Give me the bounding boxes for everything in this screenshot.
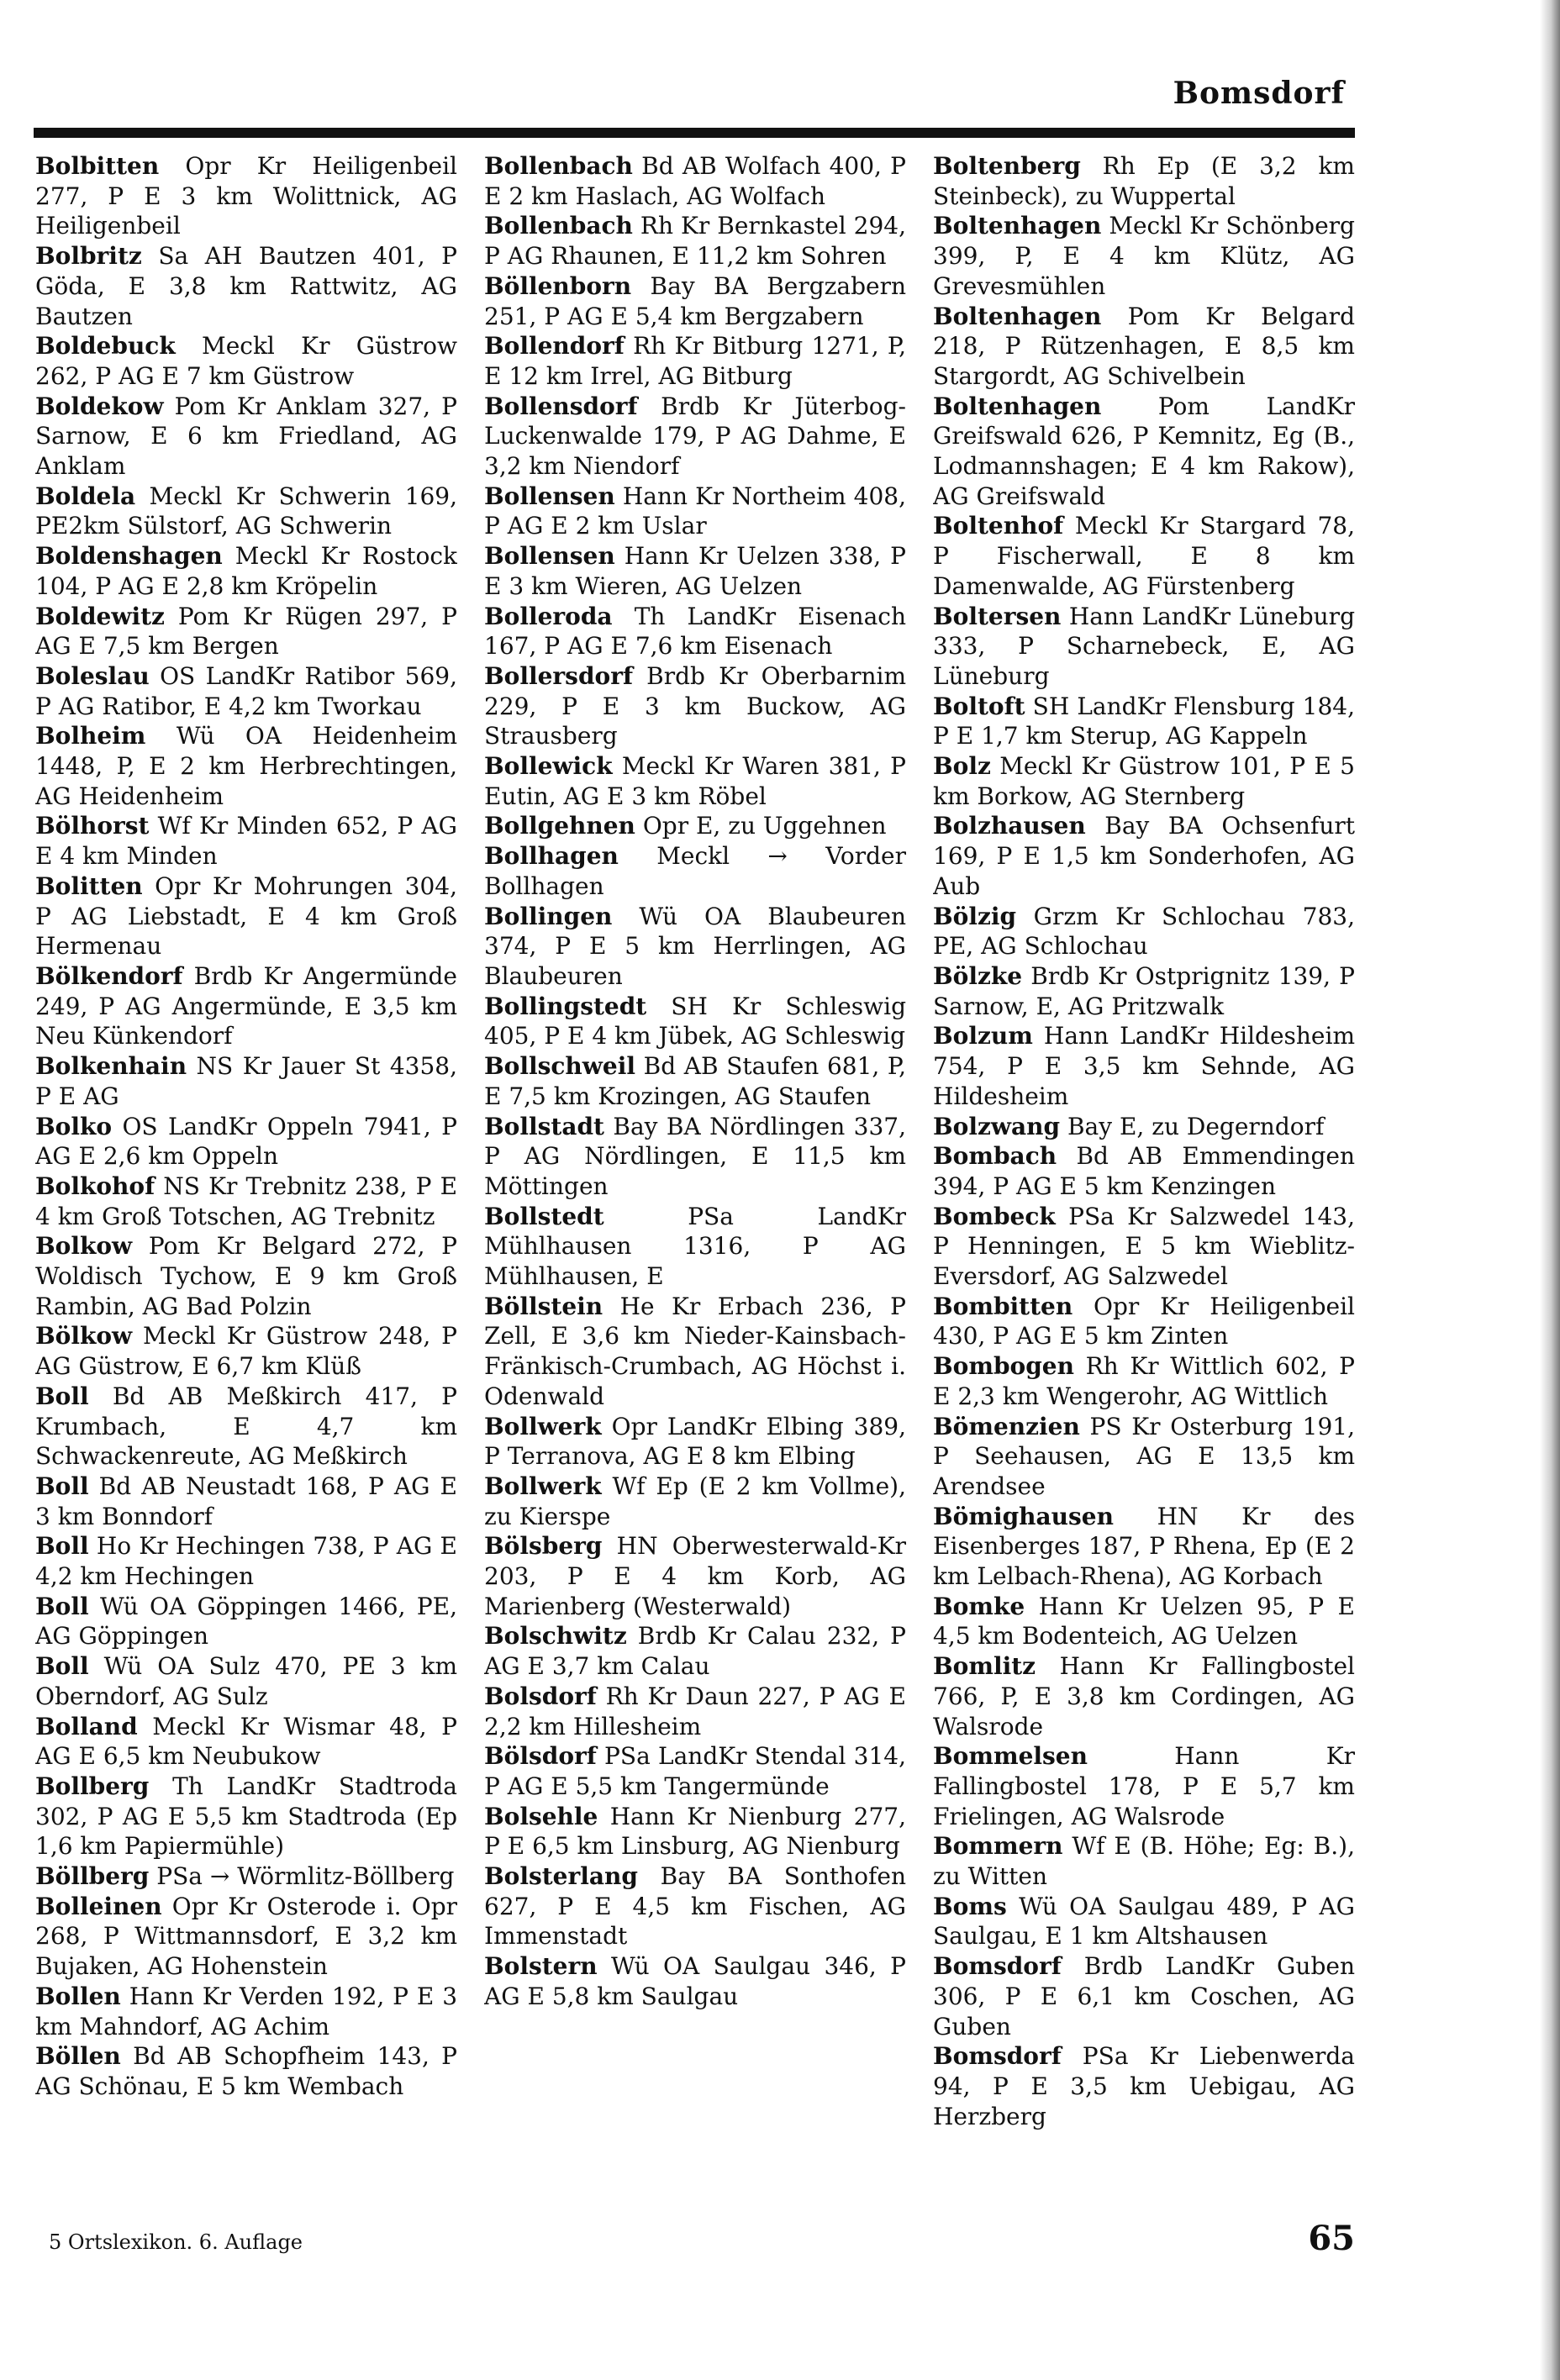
running-head: Bomsdorf [1173,76,1345,111]
gazetteer-entry [35,1231,457,1321]
gazetteer-entry [933,811,1355,901]
gazetteer-entry [35,1472,457,1531]
entry-details: Grzm Kr Schlochau 783, PE, AG Schlochau [933,902,1355,961]
entry-details: Th LandKr Eisenach 167, P AG E 7,6 km Eisenach [484,602,906,661]
gazetteer-entry [484,811,906,841]
entry-headword: Bombeck [933,1202,1056,1230]
entry-details: Pom LandKr Greifswald 626, P Kemnitz, Eg (B., Lodmannshagen; E 4 km Rakow), AG Greifswald [933,392,1355,510]
entry-details: Meckl → Vorder Bollhagen [484,842,906,900]
entry-headword: Bollenbach [484,152,633,180]
entry-headword: Bolheim [35,722,146,750]
gazetteer-entry [933,1292,1355,1351]
entry-headword: Bollensen [484,542,615,571]
entry-details: Hann LandKr Lüneburg 333, P Scharnebeck, E, AG Lüneburg [933,602,1355,690]
entry-headword: Bollewick [484,752,613,781]
entry-headword: Bollstedt [484,1202,604,1230]
entry-details: Rh Ep (E 3,2 km Steinbeck), zu Wuppertal [933,152,1355,210]
gazetteer-entry [933,1112,1355,1142]
entry-headword: Bölsdorf [484,1742,597,1771]
entry-headword: Boltersen [933,602,1062,630]
gazetteer-entry [933,1892,1355,1951]
entry-headword: Bolzum [933,1022,1033,1050]
entry-headword: Bolland [35,1712,138,1740]
gazetteer-entry [933,1141,1355,1201]
entry-headword: Böllberg [35,1862,150,1891]
entry-details: PSa → Wörmlitz-Böllberg [156,1862,455,1891]
entry-headword: Bölzig [933,902,1017,930]
gazetteer-entry [933,2041,1355,2131]
entry-details: NS Kr Jauer St 4358, P E AG [35,1052,457,1110]
entry-headword: Bolsehle [484,1802,598,1830]
gazetteer-entry [933,392,1355,512]
entry-headword: Bolkow [35,1232,133,1261]
gazetteer-entry [484,1412,906,1472]
gazetteer-entry [933,1592,1355,1651]
gazetteer-entry [933,751,1355,811]
gazetteer-entry [484,151,906,211]
gazetteer-entry [35,1712,457,1772]
column-left [35,151,457,2202]
entry-headword: Boldebuck [35,332,176,361]
entry-details: Meckl Kr Stargard 78, P Fischerwall, E 8 km Damenwalde, AG Fürstenberg [933,512,1355,600]
entry-headword: Boldekow [35,392,164,420]
entry-headword: Bolkohof [35,1172,155,1200]
entry-details: Meckl Kr Güstrow 101, P E 5 km Borkow, AG Sternberg [933,752,1355,810]
entry-headword: Bollenbach [484,212,633,240]
entry-details: Wü OA Saulgau 489, P AG Saulgau, E 1 km Altshausen [933,1892,1355,1951]
entry-headword: Bölsberg [484,1532,603,1561]
gazetteer-entry [484,1951,906,2011]
gazetteer-entry [933,961,1355,1021]
entry-details: Hann Kr Verden 192, P E 3 km Mahndorf, AG Achim [35,1982,457,2040]
entry-headword: Bollberg [35,1772,150,1800]
gazetteer-entry [35,871,457,961]
entry-headword: Bombogen [933,1352,1074,1381]
entry-headword: Bolstern [484,1952,598,1981]
gazetteer-entry [35,1861,457,1892]
entry-headword: Bomke [933,1592,1025,1620]
entry-headword: Bollensdorf [484,392,638,420]
entry-details: Hann Kr Northeim 408, P AG E 2 km Uslar [484,482,906,540]
gazetteer-entry [933,902,1355,961]
entry-details: OS LandKr Ratibor 569, P AG Ratibor, E 4,2 km Tworkau [35,661,457,720]
entry-details: HN Oberwesterwald-Kr 203, P E 4 km Korb, AG Marienberg (Westerwald) [484,1532,906,1620]
entry-headword: Bolleinen [35,1892,162,1920]
gazetteer-entry [35,241,457,331]
gazetteer-entry [933,1412,1355,1502]
entry-details: Brdb Kr Ostprignitz 139, P Sarnow, E, AG Pritzwalk [933,961,1355,1020]
gazetteer-entry [484,1682,906,1741]
gazetteer-entry [933,1831,1355,1891]
entry-headword: Bomlitz [933,1652,1036,1681]
entry-headword: Bolko [35,1112,113,1140]
gazetteer-entry [35,661,457,721]
gazetteer-entry [484,1112,906,1202]
gazetteer-entry [933,692,1355,751]
entry-details: Wf Ep (E 2 km Vollme), zu Kierspe [484,1472,906,1530]
entry-details: Opr LandKr Elbing 389, P Terranova, AG E 8 km Elbing [484,1412,906,1471]
entry-details: Opr Kr Heiligenbeil 430, P AG E 5 km Zinten [933,1292,1355,1351]
gazetteer-entry [35,1172,457,1231]
gazetteer-entry [35,392,457,482]
entry-headword: Bomsdorf [933,1952,1062,1981]
entry-details: He Kr Erbach 236, P Zell, E 3,6 km Nieder-Kainsbach-Fränkisch-Crumbach, AG Höchst i. Odenwald [484,1292,906,1410]
entry-details: SH Kr Schleswig 405, P E 4 km Jübek, AG Schleswig [484,992,906,1050]
entry-headword: Bollersdorf [484,661,633,690]
entry-details: Bd AB Wolfach 400, P E 2 km Haslach, AG Wolfach [484,152,906,210]
entry-headword: Boll [35,1532,89,1561]
entry-headword: Boltoft [933,692,1025,720]
gazetteer-entry [484,331,906,391]
gazetteer-entry [484,392,906,482]
entry-headword: Boll [35,1472,89,1500]
entry-details: Pom Kr Rügen 297, P AG E 7,5 km Bergen [35,602,457,661]
entry-details: Wü OA Sulz 470, PE 3 km Oberndorf, AG Sulz [35,1652,457,1710]
header-rule [34,128,1355,138]
entry-details: Meckl Kr Güstrow 262, P AG E 7 km Güstrow [35,332,457,390]
gazetteer-entry [35,1892,457,1982]
entry-headword: Böllenborn [484,271,632,300]
gazetteer-entry [484,841,906,901]
entry-details: Sa AH Bautzen 401, P Göda, E 3,8 km Rattwitz, AG Bautzen [35,242,457,330]
entry-details: Hann LandKr Hildesheim 754, P E 3,5 km Sehnde, AG Hildesheim [933,1022,1355,1110]
entry-headword: Boll [35,1382,89,1410]
entry-details: Brdb Kr Calau 232, P AG E 3,7 km Calau [484,1622,906,1681]
entry-details: Opr Kr Heiligenbeil 277, P E 3 km Wolittnick, AG Heiligenbeil [35,152,457,240]
entry-headword: Bolbitten [35,152,160,180]
entry-details: Rh Kr Daun 227, P AG E 2,2 km Hillesheim [484,1682,906,1740]
entry-headword: Bollwerk [484,1412,602,1440]
gazetteer-entry [933,511,1355,601]
gazetteer-entry [35,602,457,661]
entry-headword: Boms [933,1892,1007,1920]
entry-headword: Bollgehnen [484,812,635,840]
scan-edge-shadow [1540,0,1560,2380]
entry-details: Hann Kr Nienburg 277, P E 6,5 km Linsburg, AG Nienburg [484,1802,906,1861]
gazetteer-entry [933,211,1355,301]
entry-details: Bd AB Meßkirch 417, P Krumbach, E 4,7 km Schwackenreute, AG Meßkirch [35,1382,457,1471]
entry-headword: Boltenhagen [933,212,1102,240]
gazetteer-entry [35,1382,457,1472]
entry-details: Hann Kr Fallingbostel 766, P, E 3,8 km Cordingen, AG Walsrode [933,1652,1355,1740]
page-number: 65 [1308,2219,1355,2258]
entry-details: Wf Kr Minden 652, P AG E 4 km Minden [35,812,457,871]
entry-headword: Bollensen [484,482,615,510]
entry-details: Wü OA Göppingen 1466, PE, AG Göppingen [35,1592,457,1651]
entry-headword: Bölkendorf [35,961,183,990]
entry-details: Bd AB Staufen 681, P, E 7,5 km Krozingen, AG Staufen [484,1052,906,1110]
entry-headword: Bollschweil [484,1052,635,1081]
gazetteer-entry [933,1351,1355,1411]
entry-details: PSa Kr Salzwedel 143, P Henningen, E 5 km Wieblitz-Eversdorf, AG Salzwedel [933,1202,1355,1291]
entry-headword: Bömighausen [933,1502,1114,1530]
entry-details: Meckl Kr Schwerin 169, PE2km Sülstorf, AG Schwerin [35,482,457,540]
entry-headword: Bölzke [933,961,1023,990]
gazetteer-entry [35,151,457,241]
entry-headword: Bombitten [933,1292,1073,1320]
entry-details: Bd AB Schopfheim 143, P AG Schönau, E 5 km Wembach [35,2042,457,2100]
entry-headword: Bollen [35,1982,121,2010]
entry-details: Meckl Kr Wismar 48, P AG E 6,5 km Neubukow [35,1712,457,1771]
gazetteer-entry [484,751,906,811]
entry-details: NS Kr Trebnitz 238, P E 4 km Groß Totschen, AG Trebnitz [35,1172,457,1230]
entry-details: Brdb LandKr Guben 306, P E 6,1 km Coschen, AG Guben [933,1952,1355,2040]
entry-details: Wü OA Blaubeuren 374, P E 5 km Herrlingen, AG Blaubeuren [484,902,906,990]
entry-headword: Bolz [933,752,991,781]
entry-details: Brdb Kr Angermünde 249, P AG Angermünde, E 3,5 km Neu Künkendorf [35,961,457,1050]
entry-details: Bay E, zu Degerndorf [1067,1112,1325,1140]
entry-details: Pom Kr Anklam 327, P Sarnow, E 6 km Friedland, AG Anklam [35,392,457,481]
entry-details: Bay BA Bergzabern 251, P AG E 5,4 km Bergzabern [484,271,906,330]
entry-headword: Boll [35,1592,89,1620]
page-footer [34,2219,1355,2269]
gazetteer-entry [484,271,906,331]
entry-headword: Bommern [933,1832,1063,1861]
entry-details: Wü OA Heidenheim 1448, P, E 2 km Herbrechtingen, AG Heidenheim [35,722,457,810]
entry-details: Bay BA Sonthofen 627, P E 4,5 km Fischen, AG Immenstadt [484,1862,906,1951]
entry-headword: Bomsdorf [933,2042,1062,2071]
entry-headword: Boldewitz [35,602,165,630]
gazetteer-entry [35,482,457,541]
gazetteer-entry [35,2041,457,2101]
gazetteer-entry [484,1621,906,1681]
entry-details: Bay BA Ochsenfurt 169, P E 1,5 km Sonderhofen, AG Aub [933,812,1355,900]
gazetteer-entry [484,1292,906,1412]
gazetteer-entry [35,1772,457,1861]
entry-headword: Boltenhof [933,512,1064,540]
entry-headword: Boldenshagen [35,542,223,571]
gazetteer-entry [933,1741,1355,1831]
gazetteer-entry [35,1321,457,1381]
entry-headword: Bollingstedt [484,992,647,1020]
entry-details: Meckl Kr Waren 381, P Eutin, AG E 3 km Röbel [484,752,906,810]
entry-headword: Boleslau [35,661,150,690]
entry-details: Opr Kr Osterode i. Opr 268, P Wittmannsdorf, E 3,2 km Bujaken, AG Hohenstein [35,1892,457,1981]
entry-details: Bd AB Neustadt 168, P AG E 3 km Bonndorf [35,1472,457,1530]
entry-headword: Bolsdorf [484,1682,597,1710]
gazetteer-entry [35,961,457,1051]
entry-details: SH LandKr Flensburg 184, P E 1,7 km Sterup, AG Kappeln [933,692,1355,750]
gazetteer-entry [484,211,906,271]
gazetteer-entry [35,1531,457,1591]
entry-details: HN Kr des Eisenberges 187, P Rhena, Ep (E 2 km Lelbach-Rhena), AG Korbach [933,1502,1355,1591]
entry-headword: Bollingen [484,902,613,930]
entry-details: Wü OA Saulgau 346, P AG E 5,8 km Saulgau [484,1952,906,2010]
gazetteer-entry [484,541,906,601]
entry-details: PSa Kr Liebenwerda 94, P E 3,5 km Uebigau, AG Herzberg [933,2042,1355,2130]
gazetteer-entry [933,302,1355,392]
entry-headword: Bolsterlang [484,1862,638,1891]
entry-headword: Bolschwitz [484,1622,627,1651]
entry-details: Pom Kr Belgard 218, P Rützenhagen, E 8,5 km Stargordt, AG Schivelbein [933,302,1355,390]
gazetteer-entry [933,1651,1355,1741]
gazetteer-entry [484,1472,906,1531]
gazetteer-entry [484,1741,906,1801]
gazetteer-entry [484,482,906,541]
gazetteer-entry [484,1802,906,1861]
gazetteer-entry [35,721,457,811]
entry-details: Ho Kr Hechingen 738, P AG E 4,2 km Hechingen [35,1532,457,1591]
gazetteer-entry [933,1202,1355,1292]
gazetteer-entry [933,1502,1355,1592]
entry-headword: Bollstadt [484,1112,604,1140]
entry-headword: Boltenhagen [933,392,1102,420]
gazetteer-entry [35,1112,457,1172]
entry-headword: Bömenzien [933,1412,1080,1440]
gazetteer-entry [35,1051,457,1111]
entry-headword: Bolkenhain [35,1052,187,1081]
gazetteer-entry [484,1202,906,1292]
entry-details: Bay BA Nördlingen 337, P AG Nördlingen, E 11,5 km Möttingen [484,1112,906,1200]
entry-details: Opr E, zu Uggehnen [642,812,887,840]
entry-details: Meckl Kr Schönberg 399, P, E 4 km Klütz, AG Grevesmühlen [933,212,1355,300]
entry-details: PSa LandKr Stendal 314, P AG E 5,5 km Tangermünde [484,1742,906,1800]
entry-details: Brdb Kr Jüterbog-Luckenwalde 179, P AG Dahme, E 3,2 km Niendorf [484,392,906,481]
entry-details: Bd AB Emmendingen 394, P AG E 5 km Kenzingen [933,1142,1355,1200]
column-middle [484,151,906,2202]
entry-headword: Bollwerk [484,1472,602,1500]
entry-details: Hann Kr Uelzen 95, P E 4,5 km Bodenteich, AG Uelzen [933,1592,1355,1651]
entry-details: Opr Kr Mohrungen 304, P AG Liebstadt, E 4 km Groß Hermenau [35,871,457,961]
gazetteer-entry [933,1951,1355,2041]
entry-headword: Böllstein [484,1292,603,1320]
entry-details: Rh Kr Wittlich 602, P E 2,3 km Wengerohr, AG Wittlich [933,1352,1355,1410]
gazetteer-entry [35,541,457,601]
entry-details: Rh Kr Bernkastel 294, P AG Rhaunen, E 11,2 km Sohren [484,212,906,271]
gazetteer-entry [484,902,906,992]
gazetteer-entry [35,331,457,391]
entry-details: Rh Kr Bitburg 1271, P, E 12 km Irrel, AG Bitburg [484,332,906,390]
gazetteer-entry [484,992,906,1051]
page-header [34,76,1345,126]
gazetteer-entry [35,811,457,871]
entry-headword: Böllen [35,2042,121,2071]
entry-details: Hann Kr Fallingbostel 178, P E 5,7 km Frielingen, AG Walsrode [933,1742,1355,1830]
printer-signature: 5 Ortslexikon. 6. Auflage [49,2230,303,2254]
gazetteer-entry [35,1982,457,2041]
entry-headword: Boll [35,1652,89,1681]
gazetteer-entry [484,1861,906,1951]
gazetteer-entry [484,1051,906,1111]
entry-details: PS Kr Osterburg 191, P Seehausen, AG E 13,5 km Arendsee [933,1412,1355,1500]
entry-headword: Boldela [35,482,136,510]
gazetteer-entry [933,602,1355,692]
entry-details: Pom Kr Belgard 272, P Woldisch Tychow, E 9 km Groß Rambin, AG Bad Polzin [35,1232,457,1320]
entry-headword: Bolzhausen [933,812,1086,840]
entry-details: Th LandKr Stadtroda 302, P AG E 5,5 km Stadtroda (Ep 1,6 km Papiermühle) [35,1772,457,1861]
entry-headword: Bolzwang [933,1112,1061,1140]
entry-headword: Boltenhagen [933,302,1102,330]
entry-details: Hann Kr Uelzen 338, P E 3 km Wieren, AG Uelzen [484,542,906,600]
entry-headword: Bollendorf [484,332,625,361]
gazetteer-entry [933,151,1355,211]
entry-headword: Boltenberg [933,152,1081,180]
entry-headword: Bölkow [35,1322,133,1351]
entry-details: Wf E (B. Höhe; Eg: B.), zu Witten [933,1832,1355,1891]
gazetteer-entry [35,1651,457,1711]
entry-headword: Bolleroda [484,602,613,630]
entry-headword: Bombach [933,1142,1057,1171]
entry-details: Meckl Kr Güstrow 248, P AG Güstrow, E 6,7 km Klüß [35,1322,457,1381]
entry-headword: Bollhagen [484,842,619,871]
entry-details: Brdb Kr Oberbarnim 229, P E 3 km Buckow, AG Strausberg [484,661,906,750]
gazetteer-entry [484,1531,906,1621]
entry-headword: Bolitten [35,871,143,900]
entry-details: PSa LandKr Mühlhausen 1316, P AG Mühlhausen, E [484,1202,906,1291]
entry-details: Meckl Kr Rostock 104, P AG E 2,8 km Kröpelin [35,542,457,600]
gazetteer-entry [933,1021,1355,1111]
entry-details: OS LandKr Oppeln 7941, P AG E 2,6 km Oppeln [35,1112,457,1171]
gazetteer-entry [484,602,906,661]
entry-headword: Bommelsen [933,1742,1088,1771]
gazetteer-entry [35,1592,457,1651]
gazetteer-entry [484,661,906,751]
entry-headword: Bolbritz [35,242,142,271]
entry-headword: Bölhorst [35,812,150,840]
column-right [933,151,1355,2202]
gazetteer-columns [35,151,1355,2202]
